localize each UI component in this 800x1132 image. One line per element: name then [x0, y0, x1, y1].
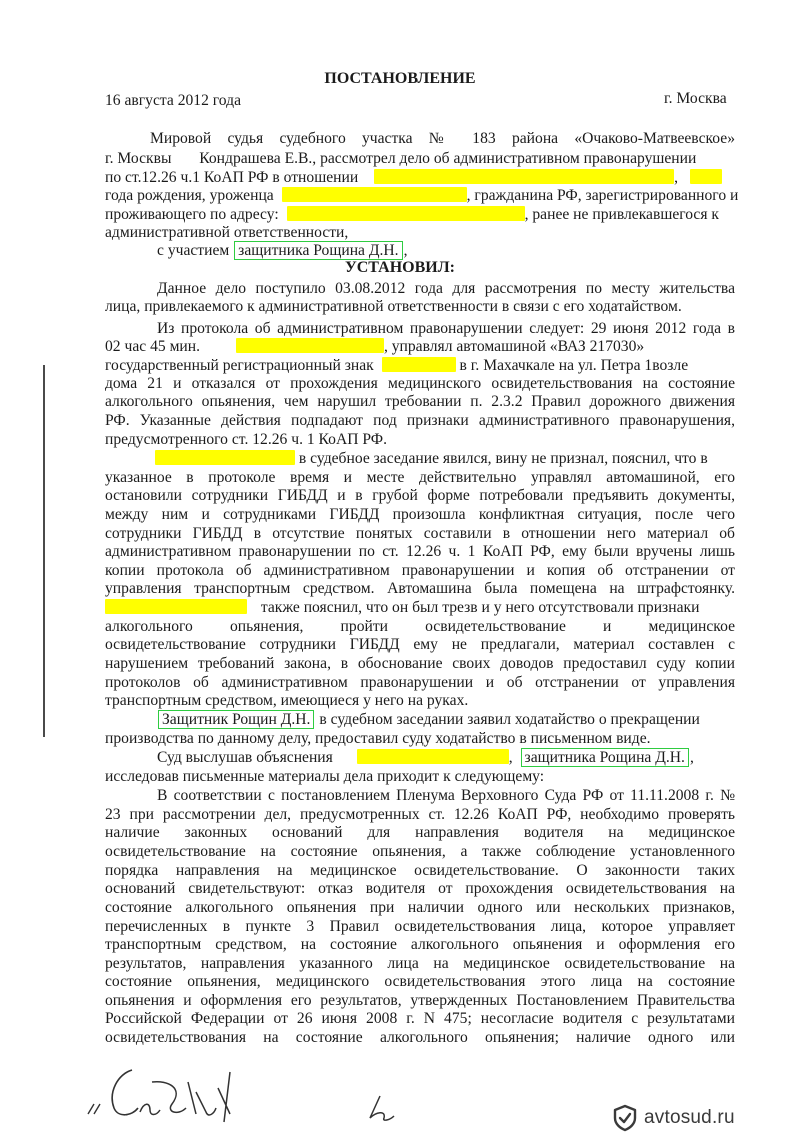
p7-line-13: Российской Федерации от 26 июня 2008 г. N 475; несогласие водителя с результатами: [105, 1010, 735, 1027]
p3-line-8: управления транспортным средством. Автомашина была помещена на штрафстоянку.: [105, 580, 735, 597]
p3-line-5: сотрудники ГИБДД в отсутствие понятых составили в отношении него материал об: [105, 525, 735, 542]
p4-line-2: алкогольного опьянения, пройти освидетельствование и медицинское: [105, 618, 735, 635]
redacted-plate: [382, 357, 456, 372]
defender-highlight-3: защитника Рощина Д.Н.: [521, 748, 689, 767]
p3-line-7: копии протокола об административном правонарушении и копия об отстранении от: [105, 562, 735, 579]
redacted-birthyear: [690, 169, 722, 184]
intro-line-4-text-b: , гражданина РФ, зарегистрированного и: [466, 187, 739, 204]
p7-line-12: опьянения и оформления его результатов, утвержденных Постановлением Правительства: [105, 992, 735, 1009]
p2-line-6: РФ. Указанные действия подпадают под признаки административного правонарушения,: [105, 412, 735, 429]
p4-line-4: нарушением требований закона, в обоснование своих доводов предоставил суду копии: [105, 655, 735, 672]
intro-line-4-text: года рождения, уроженца: [105, 187, 274, 204]
document-date: 16 августа 2012 года: [105, 92, 242, 109]
p7-line-4: освидетельствование на состояние опьянения, а также соблюдение установленного: [105, 843, 735, 860]
redacted-name-4: [357, 749, 509, 764]
p2-line-3-text-b: в г. Махачкале на ул. Петра 1возле: [459, 357, 689, 374]
p3-line-4: между ним и сотрудниками ГИБДД произошла конфликтная ситуация, после чего: [105, 506, 735, 523]
established-heading: УСТАНОВИЛ:: [345, 259, 455, 276]
intro-line-2-city: г. Москвы: [105, 150, 172, 167]
intro-line-7-text: с участием: [157, 242, 230, 259]
redacted-driver-name: [236, 338, 384, 353]
p7-line-14: освидетельствования на состояние алкогольного опьянения; наличие одного или: [105, 1029, 735, 1046]
p7-line-6: оснований свидетельствуют: отказ водителя от прохождения освидетельствования на: [105, 880, 735, 897]
shield-icon: [612, 1104, 638, 1132]
p7-line-9: транспортным средством, на состояние алкогольного опьянения и оформления его: [105, 936, 735, 953]
p2-line-7: предусмотренного ст. 12.26 ч. 1 КоАП РФ.: [105, 431, 388, 448]
p4-line-5: протоколов об административном правонарушении и об отстранении от управления: [105, 674, 735, 691]
document-city: г. Москва: [664, 90, 727, 107]
intro-line-7: [157, 241, 407, 260]
p4-line-6: транспортным средством, имеющиеся у него на руках.: [105, 692, 469, 709]
p2-line-3-text: государственный регистрационный знак: [105, 357, 374, 374]
intro-line-6: административной ответственности,: [105, 224, 349, 241]
p6-line-2: исследовав письменные материалы дела приходит к следующему:: [105, 768, 545, 785]
handwritten-signature: [80, 1052, 250, 1130]
intro-line-7-comma: ,: [403, 242, 408, 259]
p4-line-3: освидетельствование сотрудники ГИБДД ему не предлагали, материал составлен с: [105, 636, 735, 653]
p2-line-2-car: , управлял автомашиной «ВАЗ 217030»: [383, 338, 645, 355]
p7-line-10: результатов, направления указанного лица на медицинское освидетельствование на: [105, 955, 735, 972]
margin-line: [43, 365, 45, 737]
p5-line-2: производства по данному делу, предоставил суду ходатайство в письменном виде.: [105, 730, 651, 747]
redacted-name: [374, 169, 674, 184]
p4-line-1-text: также пояснил, что он был трезв и у него отсутствовали признаки: [260, 599, 700, 616]
intro-line-2-judge: Кондрашева Е.В., рассмотрел дело об административном правонарушении: [199, 150, 697, 167]
watermark-logo: [612, 1104, 735, 1132]
p3-line-2: указанное в протоколе время и месте действительно управлял автомашиной, его: [105, 469, 735, 486]
defender-highlight-1: защитника Рощина Д.Н.: [234, 241, 402, 260]
intro-line-5: [105, 205, 735, 224]
p2-line-1: Из протокола об административном правонарушении следует: 29 июня 2012 года в: [157, 320, 735, 337]
p7-line-7: состояние алкогольного опьянения при наличии одного или нескольких признаков,: [105, 899, 735, 916]
p2-line-3: [105, 356, 735, 375]
defender-highlight-2: Защитник Рощин Д.Н.: [158, 710, 314, 729]
p7-line-3: наличие законных оснований для направления водителя на медицинское: [105, 824, 735, 841]
redacted-address: [287, 206, 525, 221]
p2-line-2-time: 02 час 45 мин.: [105, 338, 201, 355]
p7-line-5: порядка направления на медицинское освидетельствование. О законности таких: [105, 862, 735, 879]
initials-mark: [362, 1092, 402, 1124]
p4-line-1: [105, 598, 735, 617]
p7-line-11: состояние опьянения, медицинского освидетельствования этого лица на состояние: [105, 973, 735, 990]
intro-line-1: Мировой судья судебного участка № 183 района «Очаково-Матвеевское»: [150, 130, 735, 147]
p2-line-5: алкогольного опьянения, чем нарушил требовании п. 2.3.2 Правил дорожного движения: [105, 393, 735, 410]
redacted-name-3: [105, 599, 247, 614]
document-title: ПОСТАНОВЛЕНИЕ: [324, 70, 476, 87]
p3-line-1: [155, 449, 735, 468]
intro-line-5-text-b: , ранее не привлекавшегося к: [524, 206, 720, 223]
redacted-birthplace: [282, 187, 467, 202]
redacted-name-2: [155, 450, 295, 465]
p6-line-1-text: Суд выслушав объяснения: [157, 749, 333, 766]
p5-line-1: [157, 710, 735, 729]
p6-line-1: Суд выслушав объяснения , защитника Рощина Д.Н. ,: [157, 749, 694, 766]
p1-line-2: лица, привлекаемого к административной ответственности в связи с его ходатайством.: [105, 298, 682, 315]
p7-line-2: 23 при рассмотрении дел, предусмотренных ст. 12.26 КоАП РФ, необходимо проверять: [105, 806, 735, 823]
watermark-text: avtosud.ru: [644, 1107, 735, 1128]
p5-line-1-text: в судебном заседании заявил ходатайство о прекращении: [319, 711, 700, 728]
p6-line-1-comma: ,: [689, 749, 694, 766]
p7-line-8: перечисленных в пункте 3 Правил освидетельствования лица, которое управляет: [105, 918, 735, 935]
p1-line-1: Данное дело поступило 03.08.2012 года для рассмотрения по месту жительства: [157, 280, 735, 297]
p3-line-3: остановили сотрудники ГИБДД и в грубой форме потребовали предъявить документы,: [105, 487, 735, 504]
p2-line-2: [105, 337, 735, 356]
p3-line-1-text: в судебное заседание явился, вину не признал, пояснил, что в: [298, 450, 708, 467]
intro-line-5-text: проживающего по адресу:: [105, 206, 279, 223]
intro-line-3: по ст.12.26 ч.1 КоАП РФ в отношении ,: [105, 168, 735, 187]
p3-line-6: административном правонарушении по ст. 12.26 ч. 1 КоАП РФ, ему были вручены лишь: [105, 543, 735, 560]
p7-line-1: В соответствии с постановлением Пленума Верховного Суда РФ от 11.11.2008 г. №: [157, 787, 735, 804]
intro-line-3-text: по ст.12.26 ч.1 КоАП РФ в отношении: [105, 169, 359, 186]
intro-line-2: [105, 149, 735, 168]
p2-line-4: дома 21 и отказался от прохождения медицинского освидетельствования на состояние: [105, 375, 735, 392]
intro-line-4: [105, 186, 739, 205]
